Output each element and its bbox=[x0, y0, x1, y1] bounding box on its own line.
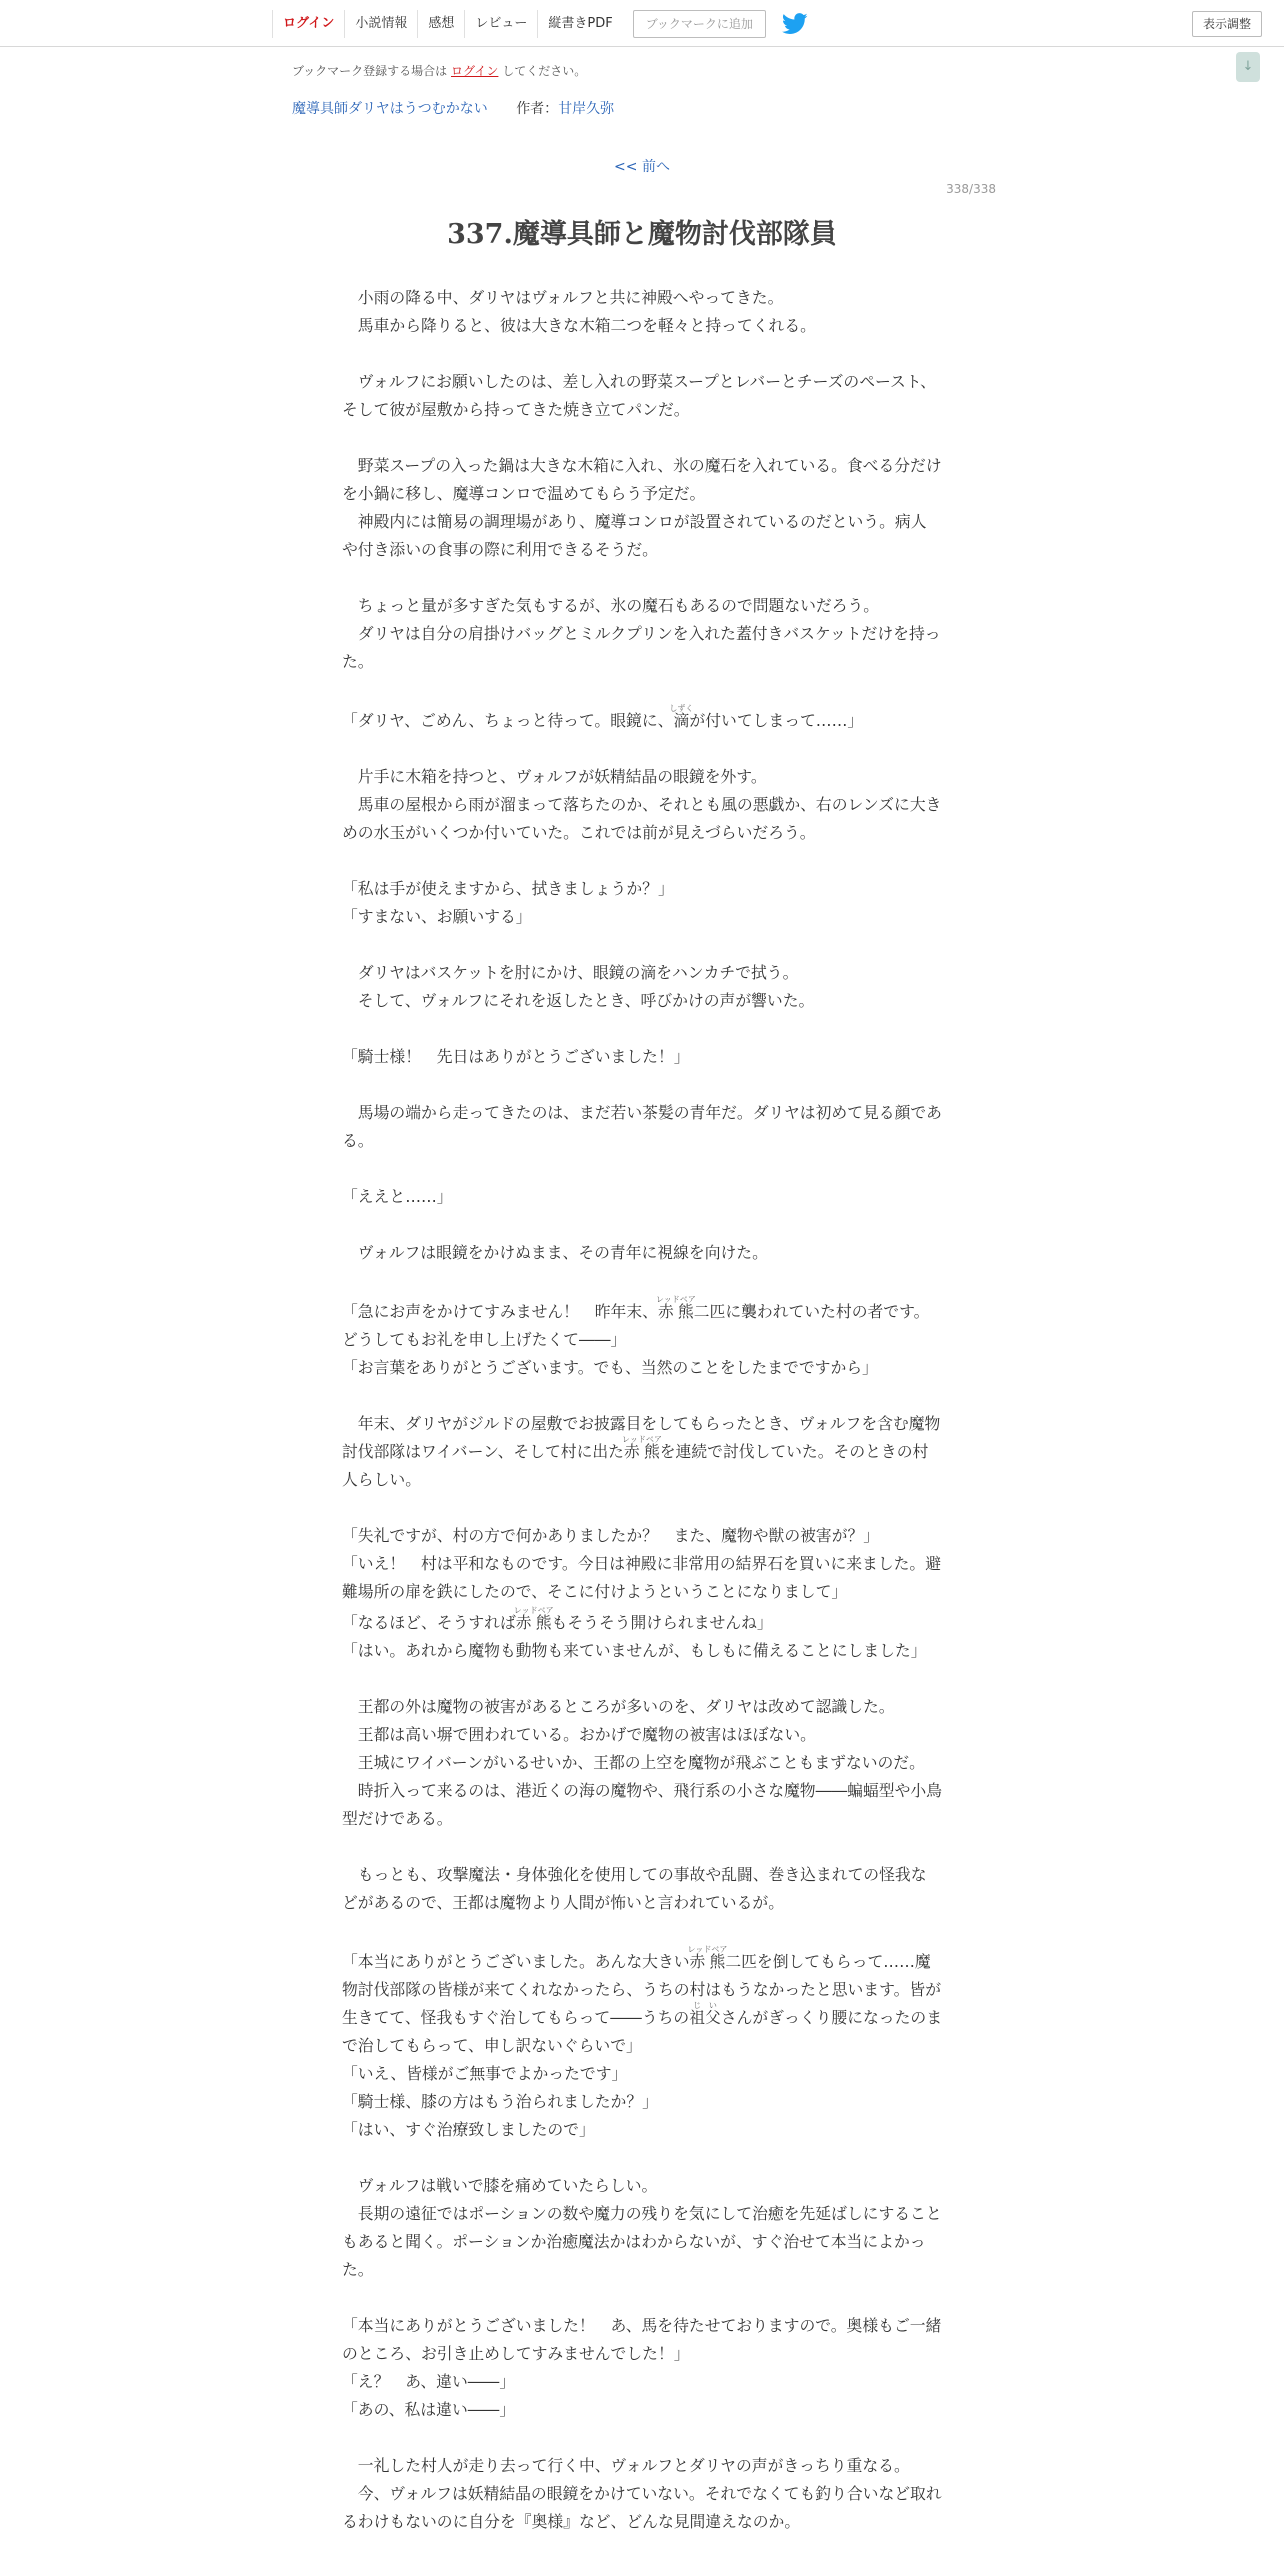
body-paragraph: 王都の外は魔物の被害があるところが多いのを、ダリヤは改めて認識した。 bbox=[342, 1697, 895, 1716]
blank-line bbox=[342, 1665, 942, 1693]
blank-line bbox=[342, 564, 942, 592]
body-paragraph: ヴォルフは戦いで膝を痛めていたらしい。 bbox=[342, 2176, 658, 2195]
scroll-down-button[interactable]: ↓ bbox=[1236, 52, 1260, 82]
novel-meta bbox=[292, 98, 614, 118]
body-paragraph: 馬車の屋根から雨が溜まって落ちたのか、それとも風の悪戯か、右のレンズに大きめの水玉がいくつか付いていた。これでは前が見えづらいだろう。 bbox=[342, 795, 942, 842]
twitter-share-button[interactable] bbox=[782, 13, 808, 35]
blank-line bbox=[342, 676, 942, 704]
notice-login-link[interactable]: ログイン bbox=[451, 64, 499, 78]
body-paragraph: 時折入って来るのは、港近くの海の魔物や、飛行系の小さな魔物――蝙蝠型や小鳥型だけである。 bbox=[342, 1781, 942, 1828]
body-paragraph: 「はい。あれから魔物も動物も来ていませんが、もしもに備えることにしました」 bbox=[342, 1641, 927, 1660]
body-paragraph: 野菜スープの入った鍋は大きな木箱に入れ、氷の魔石を入れている。食べる分だけを小鍋に移し、魔導コンロで温めてもらう予定だ。 bbox=[342, 456, 942, 503]
body-paragraph: ヴォルフにお願いしたのは、差し入れの野菜スープとレバーとチーズのペースト、そして彼が屋敷から持ってきた焼き立てパンだ。 bbox=[342, 372, 936, 419]
nav-novel-info[interactable]: 小説情報 bbox=[344, 10, 417, 38]
blank-line bbox=[342, 2284, 942, 2312]
body-paragraph: 「騎士様、膝の方はもう治られましたか？」 bbox=[342, 2092, 658, 2111]
body-paragraph: 一礼した村人が走り去って行く中、ヴォルフとダリヤの声がきっちり重なる。 bbox=[342, 2456, 910, 2475]
body-paragraph: 小雨の降る中、ダリヤはヴォルフと共に神殿へやってきた。 bbox=[342, 288, 784, 307]
body-paragraph: 今、ヴォルフは妖精結晶の眼鏡をかけていない。それでなくても釣り合いなど取れるわけもないのに自分を『奥様』など、どんな見間違えなのか。 bbox=[342, 2484, 942, 2531]
body-paragraph: 「本当にありがとうございました！ あ、馬を待たせておりますので。奥様もご一緒のところ、お引き止めしてすみませんでした！」 bbox=[342, 2316, 942, 2363]
body-paragraph: ダリヤはバスケットを肘にかけ、眼鏡の滴をハンカチで拭う。 bbox=[342, 963, 799, 982]
blank-line bbox=[342, 1833, 942, 1861]
blank-line bbox=[342, 424, 942, 452]
body-paragraph: 王城にワイバーンがいるせいか、王都の上空を魔物が飛ぶこともまずないのだ。 bbox=[342, 1753, 925, 1772]
page-count: 338/338 bbox=[946, 182, 996, 196]
ruby-annotation: 滴しずく bbox=[669, 704, 694, 730]
twitter-bird-icon bbox=[782, 13, 808, 35]
blank-line bbox=[342, 1494, 942, 1522]
body-paragraph: 「すまない、お願いする」 bbox=[342, 907, 532, 926]
blank-line bbox=[342, 847, 942, 875]
blank-line bbox=[342, 1211, 942, 1239]
body-paragraph: 「なるほど、そうすれば赤熊レッドベアもそうそう開けられませんね」 bbox=[342, 1606, 773, 1632]
body-paragraph: 「お言葉をありがとうございます。でも、当然のことをしたまでですから」 bbox=[342, 1358, 878, 1377]
body-paragraph: 「急にお声をかけてすみません！ 昨年末、赤熊レッドベア二匹に襲われていた村の者です。どうしてもお礼を申し上げたくて――」 bbox=[342, 1295, 930, 1349]
body-paragraph: 馬場の端から走ってきたのは、まだ若い茶髪の青年だ。ダリヤは初めて見る顔である。 bbox=[342, 1103, 942, 1150]
blank-line bbox=[342, 931, 942, 959]
blank-line bbox=[342, 735, 942, 763]
top-bar bbox=[0, 0, 1284, 47]
ruby-annotation: 赤熊レッドベア bbox=[513, 1606, 554, 1632]
body-paragraph: 王都は高い塀で囲われている。おかげで魔物の被害はほぼない。 bbox=[342, 1725, 816, 1744]
bookmark-add-button[interactable]: ブックマークに追加 bbox=[633, 10, 766, 38]
body-paragraph: 「え？ あ、違い――」 bbox=[342, 2372, 516, 2391]
nav-impressions[interactable]: 感想 bbox=[417, 10, 464, 38]
body-paragraph: 「いえ、皆様がご無事でよかったです」 bbox=[342, 2064, 628, 2083]
chapter-title: 337.魔導具師と魔物討伐部隊員 bbox=[447, 219, 837, 250]
blank-line bbox=[342, 1155, 942, 1183]
body-paragraph: 年末、ダリヤがジルドの屋敷でお披露目をしてもらったとき、ヴォルフを含む魔物討伐部隊はワイバーン、そして村に出た赤熊レッドベアを連続で討伐していた。そのときの村人らしい。 bbox=[342, 1414, 941, 1489]
blank-line bbox=[342, 1917, 942, 1945]
body-paragraph: 「ダリヤ、ごめん、ちょっと待って。眼鏡に、滴しずくが付いてしまって……」 bbox=[342, 704, 864, 730]
blank-line bbox=[342, 1015, 942, 1043]
ruby-annotation: 赤熊レッドベア bbox=[655, 1295, 696, 1321]
display-settings-button[interactable]: 表示調整 bbox=[1192, 11, 1262, 37]
body-paragraph: ダリヤは自分の肩掛けバッグとミルクプリンを入れた蓋付きバスケットだけを持った。 bbox=[342, 624, 941, 671]
body-paragraph: もっとも、攻撃魔法・身体強化を使用しての事故や乱闘、巻き込まれての怪我などがあるので、王都は魔物より人間が怖いと言われているが。 bbox=[342, 1865, 927, 1912]
blank-line bbox=[342, 2424, 942, 2452]
body-paragraph: 神殿内には簡易の調理場があり、魔導コンロが設置されているのだという。病人や付き添いの食事の際に利用できるそうだ。 bbox=[342, 512, 927, 559]
notice-prefix: ブックマーク登録する場合は bbox=[292, 64, 448, 78]
chapter-body bbox=[342, 284, 942, 2536]
ruby-annotation: 祖父じい bbox=[689, 2001, 721, 2027]
nav-review[interactable]: レビュー bbox=[464, 10, 537, 38]
body-paragraph: 「はい、すぐ治療致しましたので」 bbox=[342, 2120, 595, 2139]
body-paragraph: 「いえ！ 村は平和なものです。今日は神殿に非常用の結界石を買いに来ました。避難場所の扉を鉄にしたので、そこに付けようということになりまして」 bbox=[342, 1554, 942, 1601]
body-paragraph: 「騎士様！ 先日はありがとうございました！」 bbox=[342, 1047, 690, 1066]
body-paragraph: 「あの、私は違い――」 bbox=[342, 2400, 516, 2419]
prev-page-link-text[interactable]: << 前へ bbox=[614, 159, 670, 175]
blank-line bbox=[342, 1382, 942, 1410]
author-link[interactable]: 甘岸久弥 bbox=[558, 101, 615, 117]
body-paragraph: そして、ヴォルフにそれを返したとき、呼びかけの声が響いた。 bbox=[342, 991, 815, 1010]
blank-line bbox=[342, 340, 942, 368]
notice-suffix: してください。 bbox=[502, 64, 587, 78]
blank-line bbox=[342, 2144, 942, 2172]
body-paragraph: 「失礼ですが、村の方で何かありましたか？ また、魔物や獣の被害が？」 bbox=[342, 1526, 880, 1545]
body-paragraph: 片手に木箱を持つと、ヴォルフが妖精結晶の眼鏡を外す。 bbox=[342, 767, 767, 786]
series-title-link[interactable]: 魔導具師ダリヤはうつむかない bbox=[292, 101, 488, 117]
nav-vertical-pdf[interactable]: 縦書きPDF bbox=[537, 10, 622, 38]
body-paragraph: 「私は手が使えますから、拭きましょうか？」 bbox=[342, 879, 674, 898]
top-nav bbox=[272, 10, 808, 38]
body-paragraph: 「本当にありがとうございました。あんな大きい赤熊レッドベア二匹を倒してもらって……魔物討伐部隊の皆様が来てくれなかったら、うちの村はもうなかったと思います。皆が生きてて、怪我もすぐ治してもらって――うちの祖父じいさんがぎっくり腰になったのまで治してもらって、申し訳ないぐらいで」 bbox=[342, 1945, 942, 2055]
body-paragraph: 馬車から降りると、彼は大きな木箱二つを軽々と持ってくれる。 bbox=[342, 316, 816, 335]
ruby-annotation: 赤熊レッドベア bbox=[621, 1435, 662, 1461]
body-paragraph: ちょっと量が多すぎた気もするが、氷の魔石もあるので問題ないだろう。 bbox=[342, 596, 880, 615]
nav-login[interactable]: ログイン bbox=[272, 10, 344, 38]
body-paragraph: ヴォルフは眼鏡をかけぬまま、その青年に視線を向けた。 bbox=[342, 1243, 768, 1262]
author-label: 作者： bbox=[516, 101, 559, 117]
body-paragraph: 長期の遠征ではポーションの数や魔力の残りを気にして治癒を先延ばしにすることもあると聞く。ポーションか治癒魔法かはわからないが、すぐ治せて本当によかった。 bbox=[342, 2204, 942, 2279]
blank-line bbox=[342, 1267, 942, 1295]
prev-page-link bbox=[0, 156, 1284, 176]
ruby-annotation: 赤熊レッドベア bbox=[687, 1945, 728, 1971]
body-paragraph: 「ええと……」 bbox=[342, 1187, 453, 1206]
blank-line bbox=[342, 1071, 942, 1099]
bookmark-login-notice bbox=[292, 62, 586, 79]
